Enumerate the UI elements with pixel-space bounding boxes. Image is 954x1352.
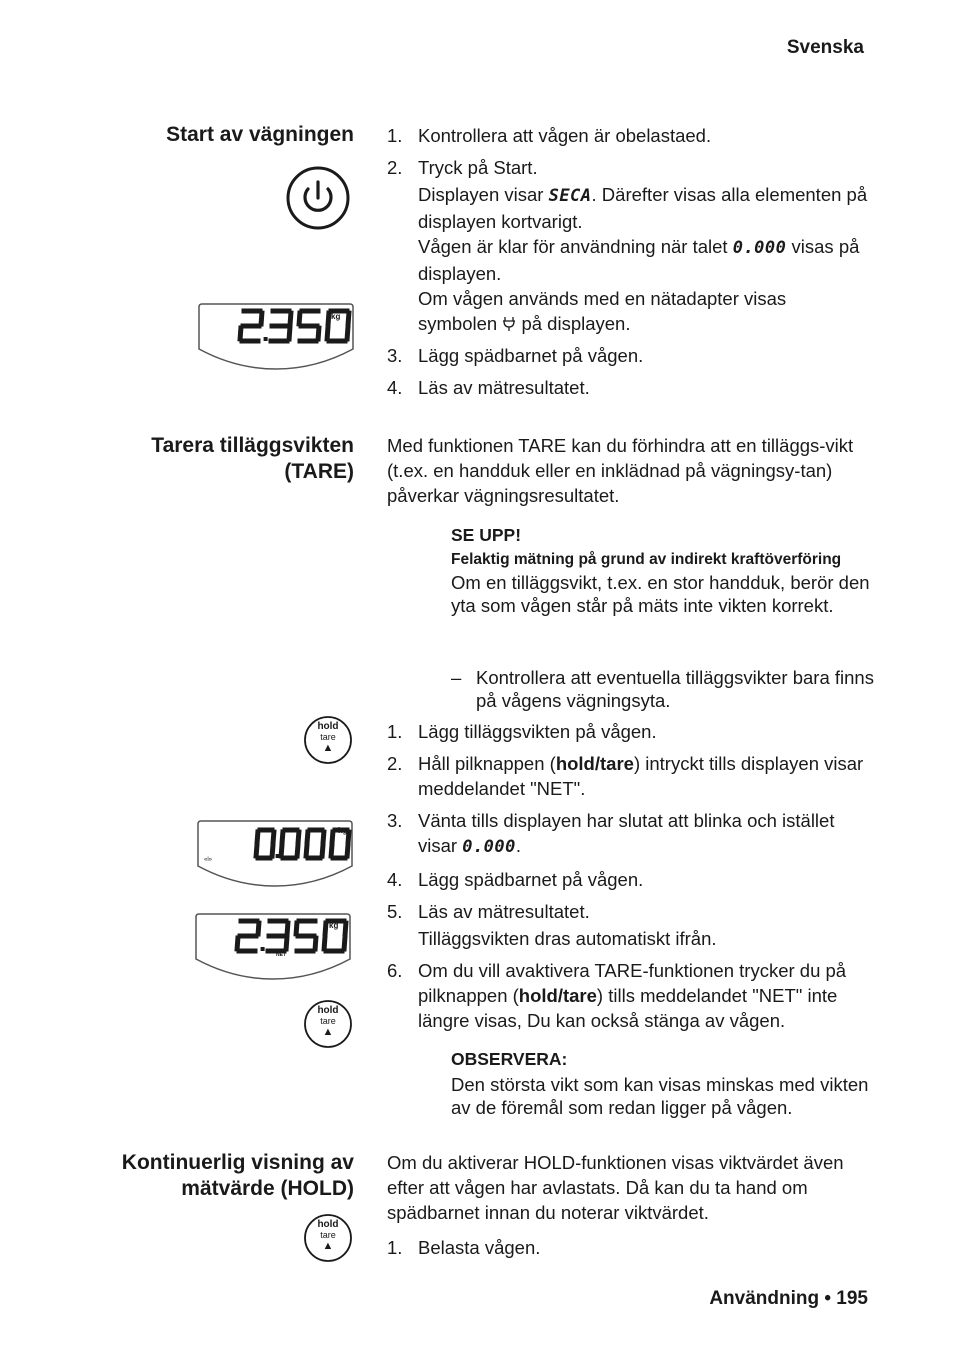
power-indicator: «Ɩ» [204,857,213,863]
arrow-up-icon: ▲ [322,1026,334,1038]
note-title: OBSERVERA: [451,1049,568,1069]
hold-tare-button: hold tare ▲ [303,999,353,1054]
hold-intro: Om du aktiverar HOLD-funktionen visas viktvärdet även efter att vågen har avlastats. Då kan du ta hand om spädbarnet innan du noterar viktvärdet. [387,1152,844,1223]
hold-tare-button: hold tare ▲ [303,715,353,770]
unit-label: kg [331,312,341,321]
section-title-hold: Kontinuerlig visning av mätvärde (HOLD) [121,1151,354,1200]
net-indicator: NET [276,952,286,958]
plug-symbol-icon [502,313,516,329]
section-title-start: Start av vägningen [166,123,354,146]
tare-intro: Med funktionen TARE kan du förhindra att en tilläggs-vikt (t.ex. en handduk eller en inklädnad på vägningsy-tan) påverkar vägningsresultatet. [387,435,854,506]
caution-subtitle: Felaktig mätning på grund av indirekt kraftöverföring [451,551,842,568]
lcd-text: 0.000 [462,837,516,857]
arrow-up-icon: ▲ [322,1240,334,1252]
lcd-text: SECA [548,186,592,206]
power-icon [285,165,351,236]
caution-body: Om en tilläggsvikt, t.ex. en stor handduk, berör den yta som vågen står på mäts inte vikten korrekt. [451,572,870,616]
scale-display-zero: kg «Ɩ» [195,818,355,893]
lcd-text: 0.000 [732,238,787,258]
scale-display-weight [196,301,356,376]
note-box [451,1048,876,1119]
hold-tare-button: hold tare ▲ [303,1213,353,1268]
lcd-decimal-point [264,337,268,341]
section-title-tare: Tarera tilläggsvikten (TARE) [151,434,354,483]
scale-display-net: kg NET [193,911,353,986]
caution-title: SE UPP! [451,525,522,545]
arrow-up-icon: ▲ [322,742,334,754]
language-label: Svenska [786,37,864,58]
note-body: Den största vikt som kan visas minskas med vikten av de föremål som redan ligger på vågen. [451,1074,869,1118]
lcd-decimal-point [261,947,265,951]
caution-box [451,524,871,617]
page-footer: Användning • 195 [709,1288,868,1309]
